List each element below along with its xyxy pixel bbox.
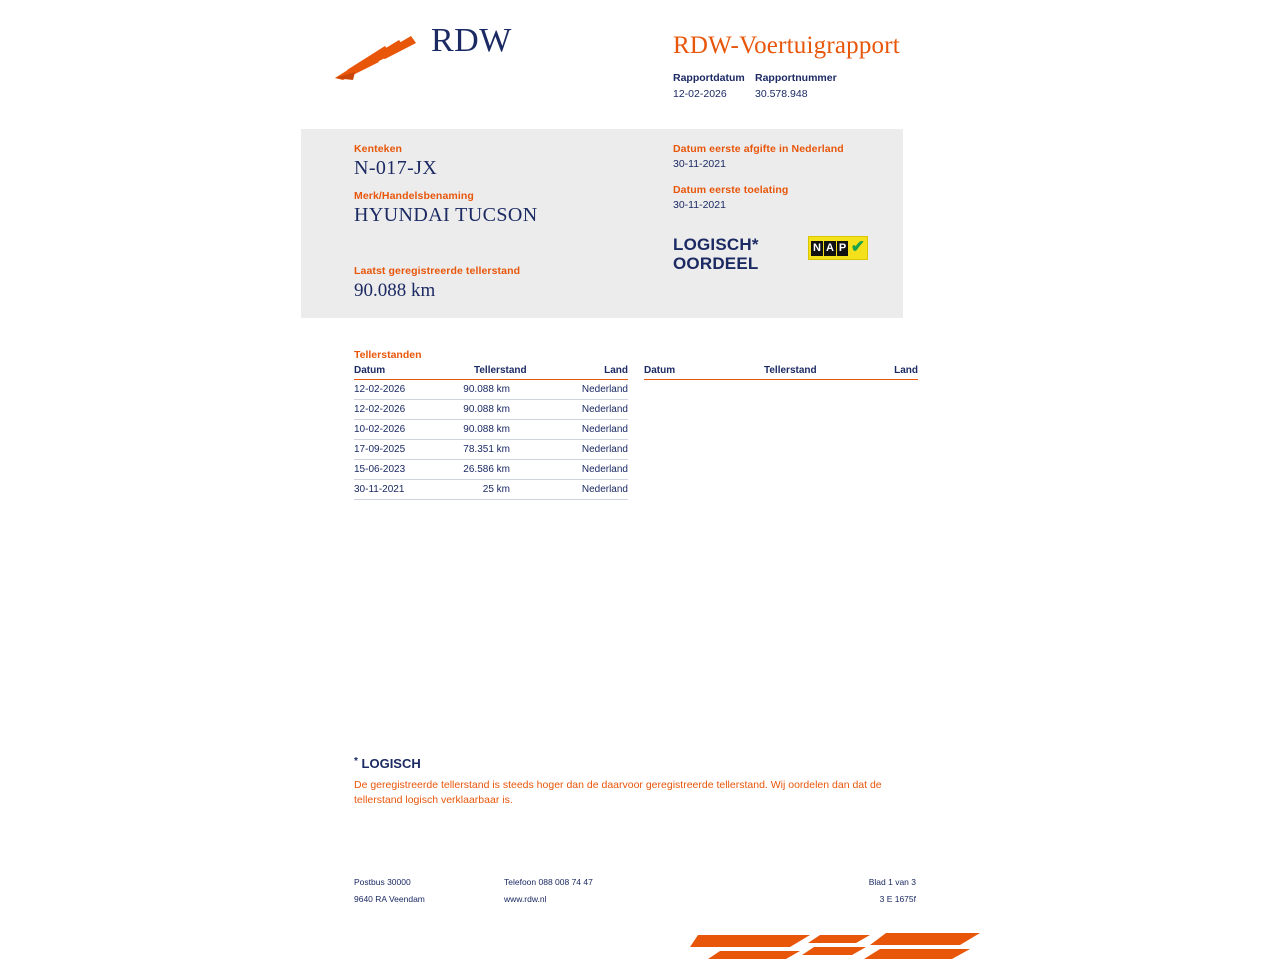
last-mileage-block	[354, 265, 644, 302]
cell-land: Nederland	[538, 380, 628, 400]
verdict-line-1: LOGISCH*	[673, 235, 759, 254]
cell-land: Nederland	[538, 440, 628, 460]
footnote-body: De geregistreerde tellerstand is steeds hoger dan de daarvoor geregistreerde tellerstand. Wij oordelen dan dat de tellerstand logisch verklaarbaar is.	[354, 779, 882, 806]
mileage-label: Laatst geregistreerde tellerstand	[354, 265, 521, 277]
odometer-table-caption: Tellerstanden	[354, 349, 422, 361]
verdict-block	[673, 235, 903, 273]
odometer-table-left	[354, 365, 628, 500]
vehicle-summary-panel	[301, 129, 903, 318]
odometer-table-right-body	[644, 380, 918, 500]
column-header-tellerstand: Tellerstand	[732, 365, 828, 380]
cell-land: Nederland	[538, 460, 628, 480]
page-title: RDW-Voertuigrapport	[673, 32, 900, 59]
cell-land: Nederland	[538, 400, 628, 420]
rdw-logo-block	[333, 22, 663, 82]
cell-land: Nederland	[538, 420, 628, 440]
footnote-block	[354, 756, 894, 808]
footer-website: www.rdw.nl	[504, 894, 547, 904]
odometer-readings-section	[354, 349, 924, 500]
merk-value: HYUNDAI TUCSON	[354, 204, 538, 226]
footnote-title	[354, 756, 894, 771]
nap-check-icon: ✔	[850, 237, 865, 256]
cell-datum: 10-02-2026	[354, 420, 442, 440]
footnote-star: *	[354, 756, 358, 767]
cell-tellerstand: 26.586 km	[442, 460, 538, 480]
report-date-value: 12-02-2026	[673, 88, 727, 100]
footer-postbus: Postbus 30000	[354, 877, 411, 887]
report-number-label: Rapportnummer	[755, 72, 837, 84]
report-date-label: Rapportdatum	[673, 72, 745, 84]
nap-letter-a: A	[825, 241, 834, 254]
cell-tellerstand: 78.351 km	[442, 440, 538, 460]
footer-form-code: 3 E 1675f	[879, 894, 916, 904]
page-footer	[354, 877, 916, 911]
column-header-tellerstand: Tellerstand	[442, 365, 538, 380]
verdict-line-2: OORDEEL	[673, 254, 759, 273]
eerste-afgifte-label: Datum eerste afgifte in Nederland	[673, 143, 844, 155]
footer-page-number: Blad 1 van 3	[868, 877, 916, 887]
table-row	[354, 460, 628, 480]
odometer-table-left-body	[354, 380, 628, 500]
nap-letter-n: N	[813, 241, 821, 254]
rdw-logo-icon	[333, 34, 418, 82]
nap-letter-p: P	[838, 241, 847, 254]
footer-decorative-graphic	[690, 925, 990, 965]
cell-tellerstand: 90.088 km	[442, 400, 538, 420]
footer-postcode: 9640 RA Veendam	[354, 894, 425, 904]
odometer-table-right	[644, 365, 918, 500]
cell-land: Nederland	[538, 480, 628, 500]
column-header-land: Land	[828, 365, 918, 380]
kenteken-label: Kenteken	[354, 143, 403, 155]
mileage-value: 90.088 km	[354, 280, 436, 301]
table-row	[354, 420, 628, 440]
column-header-datum: Datum	[354, 365, 442, 380]
eerste-toelating-value: 30-11-2021	[673, 199, 726, 211]
table-header-row	[644, 365, 918, 380]
table-header-row	[354, 365, 628, 380]
footer-telefoon: Telefoon 088 008 74 47	[504, 877, 593, 887]
footnote-title-text: LOGISCH	[361, 756, 421, 771]
rdw-logo-text: RDW	[431, 22, 512, 59]
cell-tellerstand: 90.088 km	[442, 380, 538, 400]
cell-datum: 12-02-2026	[354, 400, 442, 420]
table-row	[354, 440, 628, 460]
report-meta	[673, 72, 1093, 100]
cell-datum: 15-06-2023	[354, 460, 442, 480]
table-row	[354, 480, 628, 500]
summary-right-column	[673, 143, 893, 225]
table-row	[354, 400, 628, 420]
column-header-land: Land	[538, 365, 628, 380]
cell-datum: 17-09-2025	[354, 440, 442, 460]
cell-tellerstand: 90.088 km	[442, 420, 538, 440]
eerste-toelating-label: Datum eerste toelating	[673, 184, 789, 196]
cell-datum: 30-11-2021	[354, 480, 442, 500]
column-header-datum: Datum	[644, 365, 732, 380]
cell-datum: 12-02-2026	[354, 380, 442, 400]
nap-logo-icon	[808, 236, 868, 260]
cell-tellerstand: 25 km	[442, 480, 538, 500]
kenteken-value: N-017-JX	[354, 157, 438, 179]
summary-left-column	[354, 143, 644, 237]
eerste-afgifte-value: 30-11-2021	[673, 158, 726, 170]
table-row	[354, 380, 628, 400]
merk-label: Merk/Handelsbenaming	[354, 190, 474, 202]
report-number-value: 30.578.948	[755, 88, 808, 100]
